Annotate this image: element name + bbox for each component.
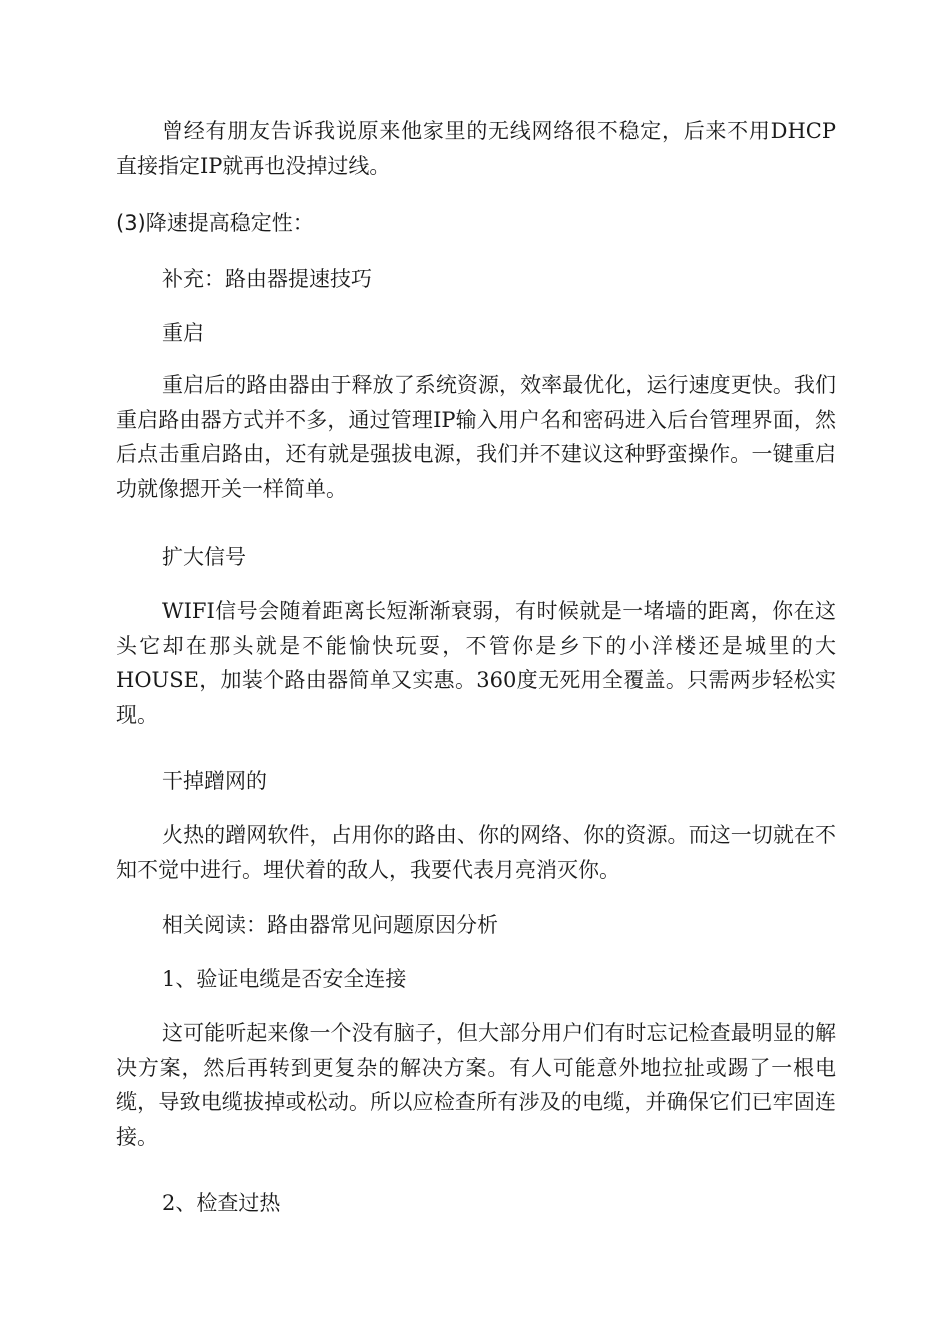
paragraph-restart: 重启后的路由器由于释放了系统资源，效率最优化，运行速度更快。我们重启路由器方式并不多，通过管理IP输入用户名和密码进入后台管理界面，然后点击重启路由，还有就是强拔电源，我们并不建议这种野蛮操作。一键重启功就像摁开关一样简单。 — [116, 373, 836, 501]
paragraph-expand-signal: WIFI信号会随着距离长短渐渐衰弱，有时候就是一堵墙的距离，你在这头它却在那头就是不能愉快玩耍，不管你是乡下的小洋楼还是城里的大HOUSE，加装个路由器简单又实惠。360度无死用全覆盖。只需两步轻松实现。 — [116, 599, 836, 727]
heading-item-2: 2、检查过热 — [162, 1191, 281, 1215]
heading-expand-signal: 扩大信号 — [162, 545, 246, 569]
paragraph-item-1: 这可能听起来像一个没有脑子，但大部分用户们有时忘记检查最明显的解决方案，然后再转到更复杂的解决方案。有人可能意外地拉扯或踢了一根电缆，导致电缆拔掉或松动。所以应检查所有涉及的电缆，并确保它们已牢固连接。 — [116, 1021, 836, 1149]
heading-remove-freeloaders: 干掉蹭网的 — [162, 769, 267, 793]
paragraph-remove-freeloaders: 火热的蹭网软件，占用你的路由、你的网络、你的资源。而这一切就在不知不觉中进行。埋伏着的敌人，我要代表月亮消灭你。 — [116, 823, 836, 882]
heading-supplement: 补充：路由器提速技巧 — [162, 267, 372, 291]
heading-restart: 重启 — [162, 321, 204, 345]
paragraph-dhcp-story: 曾经有朋友告诉我说原来他家里的无线网络很不稳定，后来不用DHCP直接指定IP就再也没掉过线。 — [116, 119, 836, 178]
heading-item-1: 1、验证电缆是否安全连接 — [162, 967, 407, 991]
section-heading-slow-down: (3)降速提高稳定性： — [116, 211, 314, 235]
heading-related-reading: 相关阅读：路由器常见问题原因分析 — [162, 913, 498, 937]
